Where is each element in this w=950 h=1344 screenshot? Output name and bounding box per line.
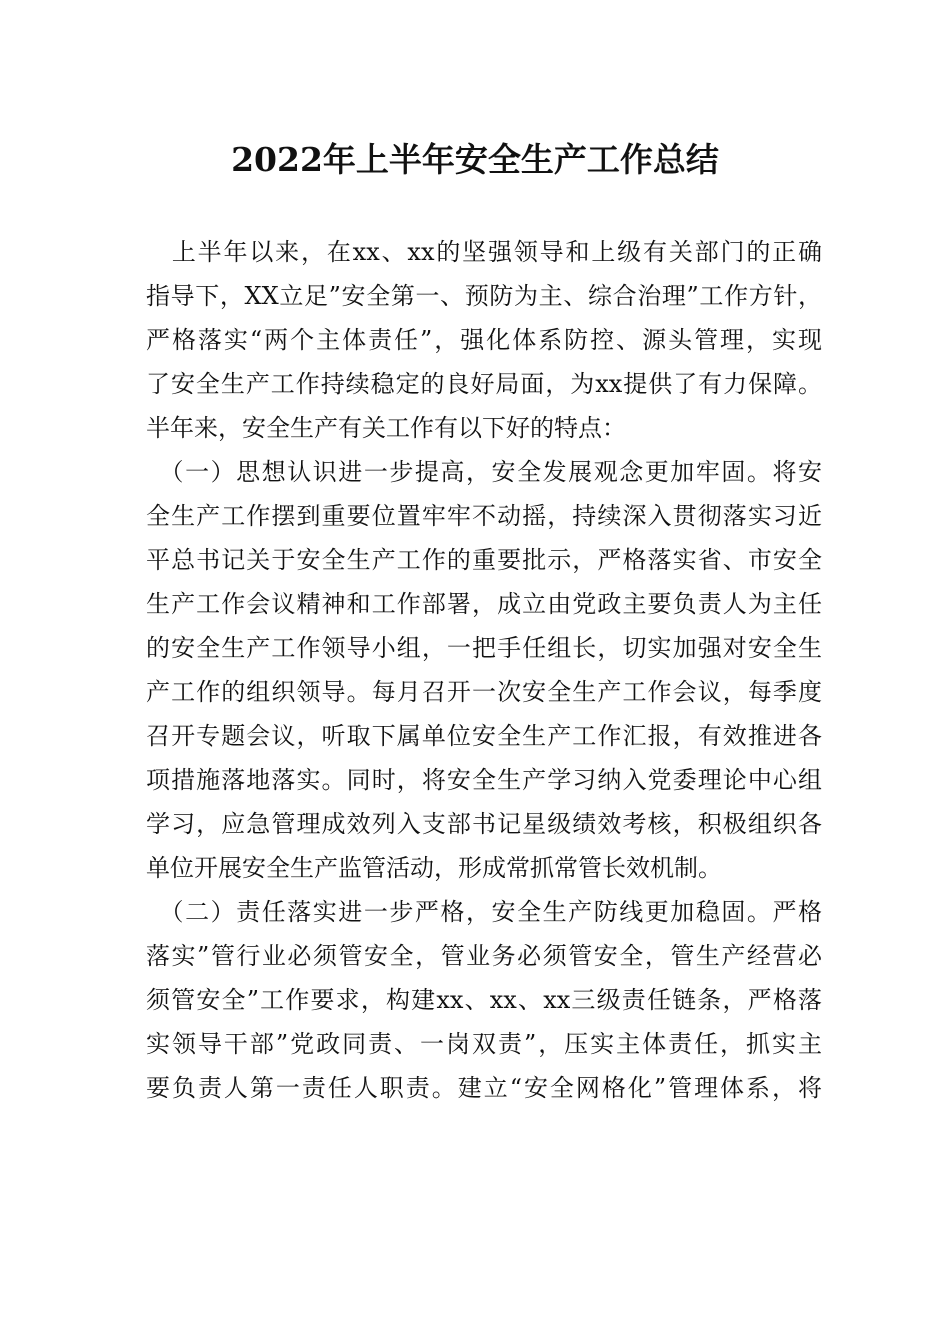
text-line: 指导下，XX立足”安全第一、预防为主、综合治理”工作方针， [146,282,822,310]
text-line: 产工作的组织领导。每月召开一次安全生产工作会议，每季度 [146,678,822,706]
text-line: 须管安全”工作要求，构建xx、xx、xx三级责任链条，严格落 [146,986,822,1014]
text-line: 单位开展安全生产监管活动，形成常抓常管长效机制。 [146,854,722,882]
paragraph-section-1 [146,450,822,890]
text-line: 平总书记关于安全生产工作的重要批示，严格落实省、市安全 [146,546,822,574]
text-line: 实领导干部”党政同责、一岗双责”，压实主体责任，抓实主 [146,1030,822,1058]
text-line: 严格落实“两个主体责任”，强化体系防控、源头管理，实现 [146,326,822,354]
text-line: 要负责人第一责任人职责。建立“安全网格化”管理体系，将 [146,1074,822,1102]
text-line: 全生产工作摆到重要位置牢牢不动摇，持续深入贯彻落实习近 [146,502,822,530]
text-line: 的安全生产工作领导小组，一把手任组长，切实加强对安全生 [146,634,822,662]
text-line: （二）责任落实进一步严格，安全生产防线更加稳固。严格 [146,898,822,926]
text-line: 学习，应急管理成效列入支部书记星级绩效考核，积极组织各 [146,810,822,838]
text-line: 生产工作会议精神和工作部署，成立由党政主要负责人为主任 [146,590,822,618]
document-title: 2022年上半年安全生产工作总结 [231,140,719,179]
paragraph-section-2 [146,890,822,1110]
text-line: 落实”管行业必须管安全，管业务必须管安全，管生产经营必 [146,942,822,970]
text-line: 了安全生产工作持续稳定的良好局面，为xx提供了有力保障。 [146,370,822,398]
paragraph-intro [146,230,822,450]
text-line: 半年来，安全生产有关工作有以下好的特点： [146,414,626,442]
text-line: 上半年以来，在xx、xx的坚强领导和上级有关部门的正确 [146,238,822,266]
text-line: 召开专题会议，听取下属单位安全生产工作汇报，有效推进各 [146,722,822,750]
text-line: 项措施落地落实。同时，将安全生产学习纳入党委理论中心组 [146,766,822,794]
text-line: （一）思想认识进一步提高，安全发展观念更加牢固。将安 [146,458,822,486]
document-body [146,230,822,1110]
